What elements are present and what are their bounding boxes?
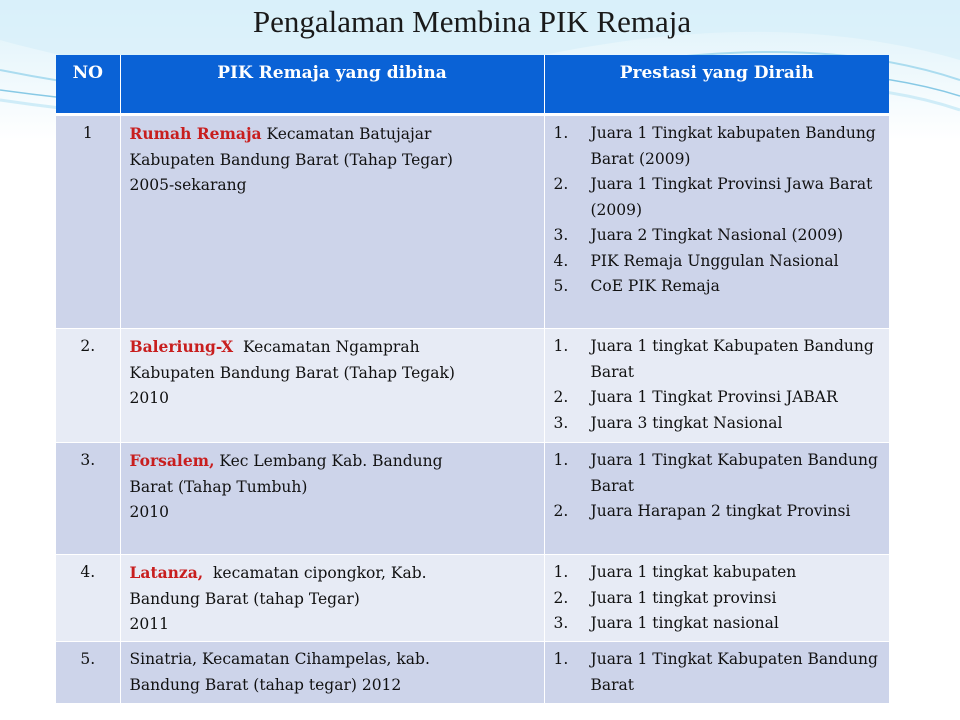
list-item <box>554 249 884 275</box>
item-number: 1. <box>553 451 569 469</box>
item-text: Juara 1 tingkat Kabupaten Bandung Barat <box>590 337 874 381</box>
achievements-cell <box>544 329 889 443</box>
item-number: 1. <box>553 650 569 668</box>
table-row <box>56 555 889 642</box>
pik-line3: 2005-sekarang <box>129 176 247 194</box>
item-text: Juara 2 Tingkat Nasional (2009) <box>590 226 843 244</box>
item-text: Juara 1 Tingkat kabupaten Bandung Barat (2009) <box>590 124 876 168</box>
pik-line1: Kecamatan Batujajar <box>261 125 432 143</box>
achievement-list <box>554 560 884 637</box>
achievements-cell <box>544 115 889 329</box>
item-number: 5. <box>553 277 569 295</box>
list-item <box>554 223 884 249</box>
item-text: Juara 3 tingkat Nasional <box>590 413 783 432</box>
row-number: 5. <box>56 642 120 704</box>
pik-description <box>120 115 544 329</box>
pik-line1: Kec Lembang Kab. Bandung <box>214 452 443 470</box>
item-text: Juara 1 Tingkat Kabupaten Bandung Barat <box>590 451 878 495</box>
pik-remaja-table <box>56 55 889 704</box>
pik-line1: Sinatria, Kecamatan Cihampelas, kab. <box>129 650 430 668</box>
table-row <box>56 642 889 704</box>
page-title: Pengalaman Membina PIK Remaja <box>252 4 692 39</box>
list-item <box>554 274 884 300</box>
header-prestasi: Prestasi yang Diraih <box>544 55 889 115</box>
pik-description <box>120 443 544 555</box>
item-number: 3. <box>553 614 569 632</box>
pik-name: Forsalem, <box>129 451 215 470</box>
pik-description <box>120 555 544 642</box>
item-text: Juara 1 tingkat provinsi <box>590 588 777 607</box>
pik-line1: kecamatan cipongkor, Kab. <box>203 564 427 582</box>
header-no: NO <box>56 55 120 115</box>
row-number: 2. <box>56 329 120 443</box>
achievements-cell <box>544 642 889 704</box>
item-text: Juara 1 tingkat nasional <box>590 614 779 632</box>
pik-name: Baleriung-X <box>129 337 234 356</box>
table-row <box>56 329 889 443</box>
row-number: 1 <box>56 115 120 329</box>
list-item <box>554 499 884 525</box>
pik-name: Rumah Remaja <box>129 124 262 143</box>
achievement-list <box>554 647 884 698</box>
achievements-cell <box>544 443 889 555</box>
pik-line2: Kabupaten Bandung Barat (Tahap Tegar) <box>129 150 453 169</box>
pik-line1: Kecamatan Ngamprah <box>233 338 420 356</box>
list-item <box>554 611 884 637</box>
row-number: 4. <box>56 555 120 642</box>
table-header-row <box>56 55 889 115</box>
item-number: 1. <box>553 337 569 355</box>
item-number: 2. <box>553 388 569 406</box>
table-row <box>56 443 889 555</box>
list-item <box>554 334 884 385</box>
pik-description <box>120 329 544 443</box>
list-item <box>554 121 884 172</box>
item-text: PIK Remaja Unggulan Nasional <box>590 251 839 270</box>
achievements-cell <box>544 555 889 642</box>
achievement-list <box>554 334 884 436</box>
item-text: CoE PIK Remaja <box>590 277 720 295</box>
list-item <box>554 448 884 499</box>
item-text: Juara 1 Tingkat Provinsi JABAR <box>590 388 838 406</box>
pik-name: Latanza, <box>129 563 204 582</box>
item-text: Juara 1 Tingkat Kabupaten Bandung Barat <box>590 650 878 694</box>
pik-line2: Bandung Barat (tahap tegar) 2012 <box>129 675 402 694</box>
list-item <box>554 385 884 411</box>
list-item <box>554 647 884 698</box>
list-item <box>554 172 884 223</box>
row-number: 3. <box>56 443 120 555</box>
pik-line3: 2010 <box>129 503 169 521</box>
item-number: 2. <box>553 175 569 193</box>
list-item <box>554 411 884 437</box>
item-number: 1. <box>553 124 569 142</box>
item-text: Juara 1 Tingkat Provinsi Jawa Barat (2009) <box>590 175 873 219</box>
item-number: 2. <box>553 588 569 607</box>
item-text: Juara Harapan 2 tingkat Provinsi <box>590 502 851 520</box>
pik-line2: Kabupaten Bandung Barat (Tahap Tegak) <box>129 363 455 382</box>
header-pik-remaja: PIK Remaja yang dibina <box>120 55 544 115</box>
item-number: 2. <box>553 502 569 520</box>
item-number: 1. <box>553 563 569 581</box>
achievement-list <box>554 121 884 300</box>
pik-line2: Barat (Tahap Tumbuh) <box>129 477 308 496</box>
pik-line3: 2010 <box>129 389 169 407</box>
pik-line3: 2011 <box>129 615 169 633</box>
item-number: 3. <box>553 226 569 244</box>
achievement-list <box>554 448 884 525</box>
list-item <box>554 586 884 612</box>
item-number: 3. <box>553 413 569 432</box>
item-number: 4. <box>553 251 569 270</box>
list-item <box>554 560 884 586</box>
pik-line2: Bandung Barat (tahap Tegar) <box>129 589 360 608</box>
pik-description <box>120 642 544 704</box>
item-text: Juara 1 tingkat kabupaten <box>590 563 797 581</box>
table-row <box>56 115 889 329</box>
